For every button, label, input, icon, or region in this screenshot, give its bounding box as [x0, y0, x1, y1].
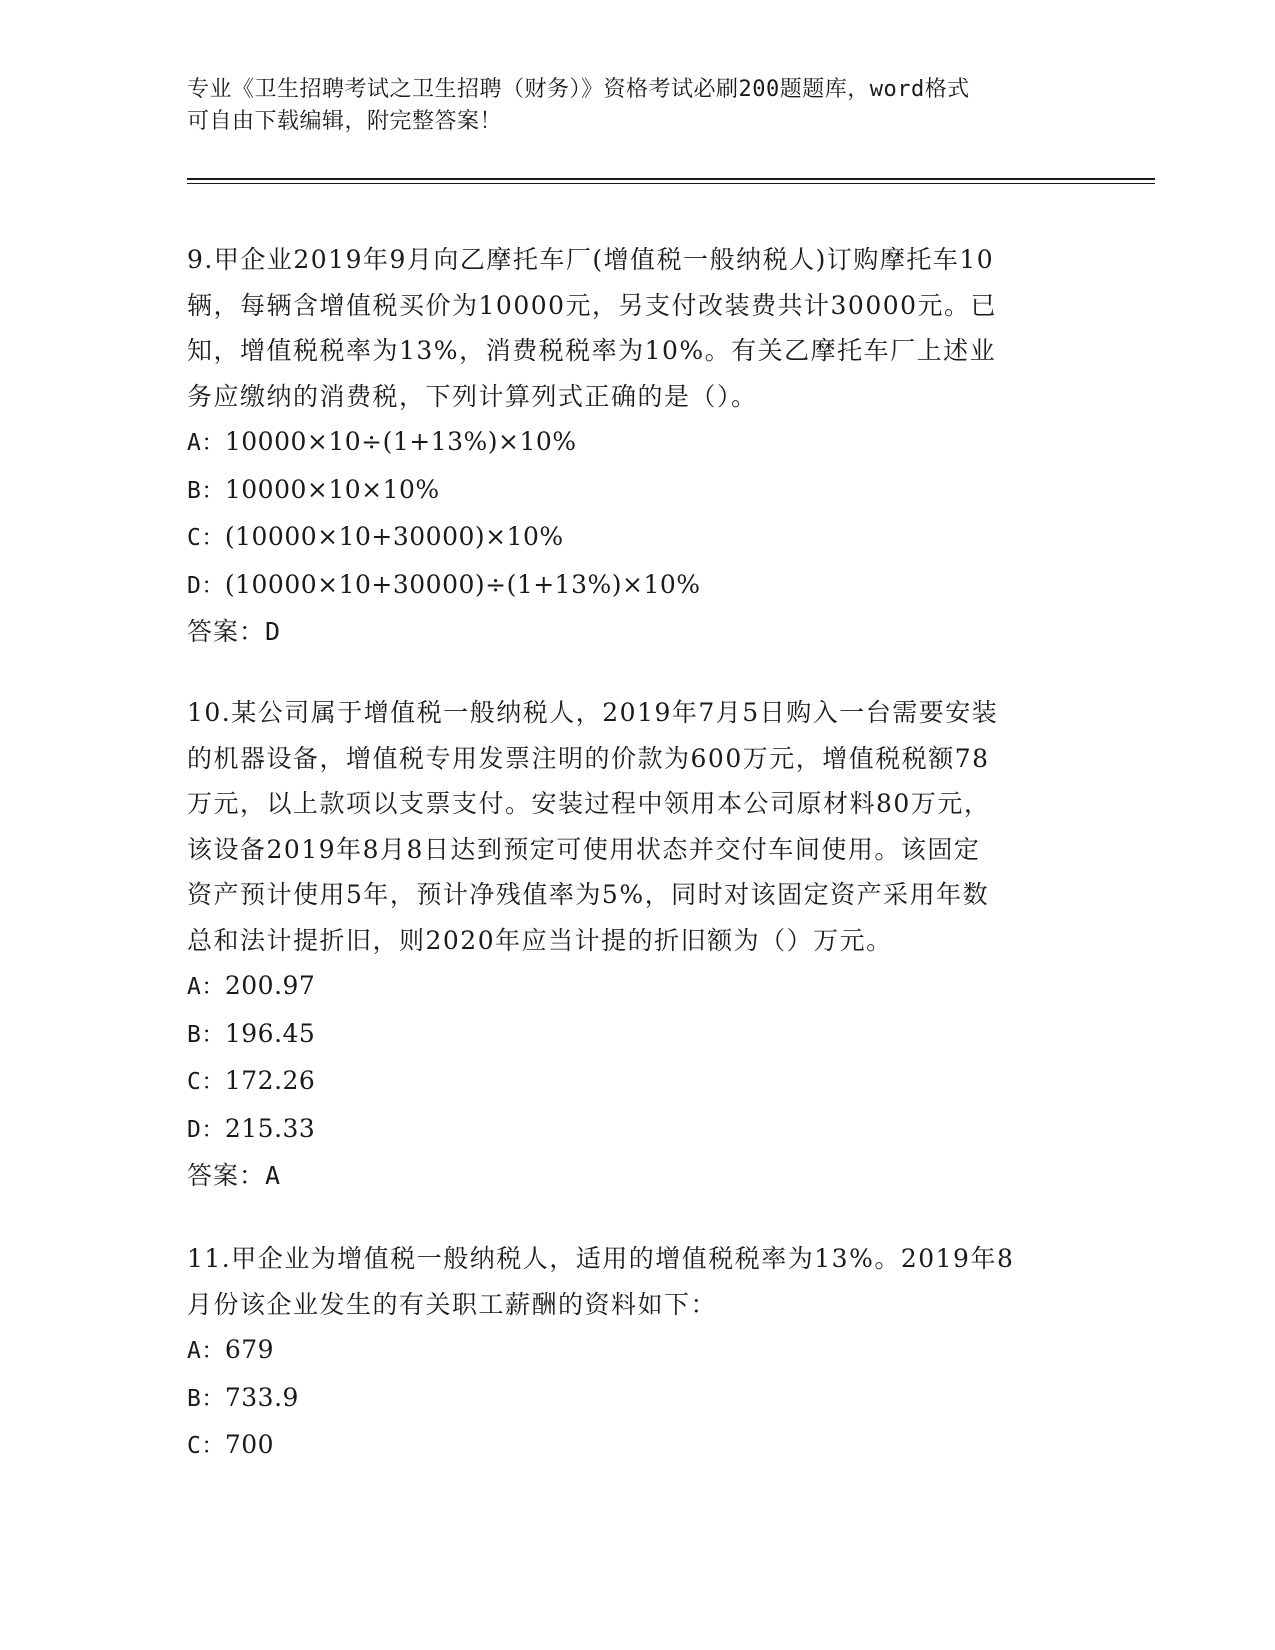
- option-c: [187, 1422, 1087, 1470]
- option-b: [187, 467, 1087, 515]
- question-10: [187, 690, 1087, 1199]
- option-letter: C：: [187, 1069, 225, 1095]
- option-letter: A：: [187, 1338, 225, 1364]
- question-stem-line: 务应缴纳的消费税，下列计算列式正确的是（）。: [187, 381, 758, 411]
- header-line-1: 专业《卫生招聘考试之卫生招聘（财务）》资格考试必刷200题题库，word格式: [187, 77, 970, 102]
- option-d: [187, 562, 1087, 610]
- option-text: 700: [224, 1430, 275, 1459]
- option-a: [187, 963, 1087, 1011]
- option-text: 200.97: [224, 971, 316, 1000]
- option-text: 215.33: [224, 1113, 316, 1143]
- question-stem-line: 知，增值税税率为13%，消费税税率为10%。有关乙摩托车厂上述业: [187, 336, 997, 365]
- question-stem-line: 9.甲企业2019年9月向乙摩托车厂(增值税一般纳税人)订购摩托车10: [187, 245, 995, 274]
- question-stem-line: 万元，以上款项以支票支付。安装过程中领用本公司原材料80万元，: [187, 789, 991, 818]
- option-letter: A：: [187, 974, 225, 1000]
- option-text: 196.45: [224, 1018, 316, 1048]
- question-stem-line: 11.甲企业为增值税一般纳税人，适用的增值税税率为13%。2019年8: [187, 1244, 1015, 1273]
- option-d: [187, 1106, 1087, 1154]
- option-text: 733.9: [224, 1382, 299, 1412]
- option-letter: D：: [187, 1116, 225, 1143]
- option-c: [187, 514, 1087, 562]
- option-letter: B：: [187, 1021, 225, 1048]
- option-letter: A：: [187, 430, 225, 456]
- question-stem-line: 的机器设备，增值税专用发票注明的价款为600万元，增值税税额78: [187, 743, 990, 773]
- answer-line: 答案：A: [187, 1161, 282, 1190]
- option-text: 10000×10×10%: [224, 474, 440, 504]
- question-stem-line: 资产预计使用5年，预计净残值率为5%，同时对该固定资产采用年数: [187, 880, 990, 909]
- option-text: 679: [224, 1335, 275, 1364]
- header-divider-thin: [187, 183, 1155, 184]
- question-stem-line: 总和法计提折旧，则2020年应当计提的折旧额为（）万元。: [187, 925, 893, 955]
- question-9: [187, 237, 1087, 655]
- option-c: [187, 1058, 1087, 1106]
- option-letter: C：: [187, 525, 225, 551]
- question-stem-line: 10.某公司属于增值税一般纳税人，2019年7月5日购入一台需要安装: [187, 698, 999, 727]
- option-letter: D：: [187, 572, 225, 599]
- option-b: [187, 1011, 1087, 1059]
- option-letter: C：: [187, 1433, 225, 1459]
- option-text: (10000×10+30000)÷(1+13%)×10%: [224, 569, 701, 599]
- header-divider-thick: [187, 178, 1155, 180]
- question-stem-line: 辆，每辆含增值税买价为10000元，另支付改装费共计30000元。已: [187, 290, 998, 320]
- question-stem-line: 月份该企业发生的有关职工薪酬的资料如下：: [187, 1289, 718, 1319]
- header-line-2: 可自由下载编辑，附完整答案！: [187, 109, 503, 134]
- answer-line: 答案：D: [187, 617, 282, 646]
- option-letter: B：: [187, 477, 225, 504]
- question-stem-line: 该设备2019年8月8日达到预定可使用状态并交付车间使用。该固定: [187, 834, 981, 864]
- document-header: [187, 74, 1087, 138]
- option-text: 10000×10÷(1+13%)×10%: [224, 427, 577, 456]
- option-b: [187, 1375, 1087, 1423]
- option-letter: B：: [187, 1385, 225, 1412]
- option-text: 172.26: [224, 1066, 316, 1095]
- option-text: (10000×10+30000)×10%: [224, 522, 564, 551]
- option-a: [187, 1327, 1087, 1375]
- option-a: [187, 419, 1087, 467]
- question-11: [187, 1236, 1087, 1470]
